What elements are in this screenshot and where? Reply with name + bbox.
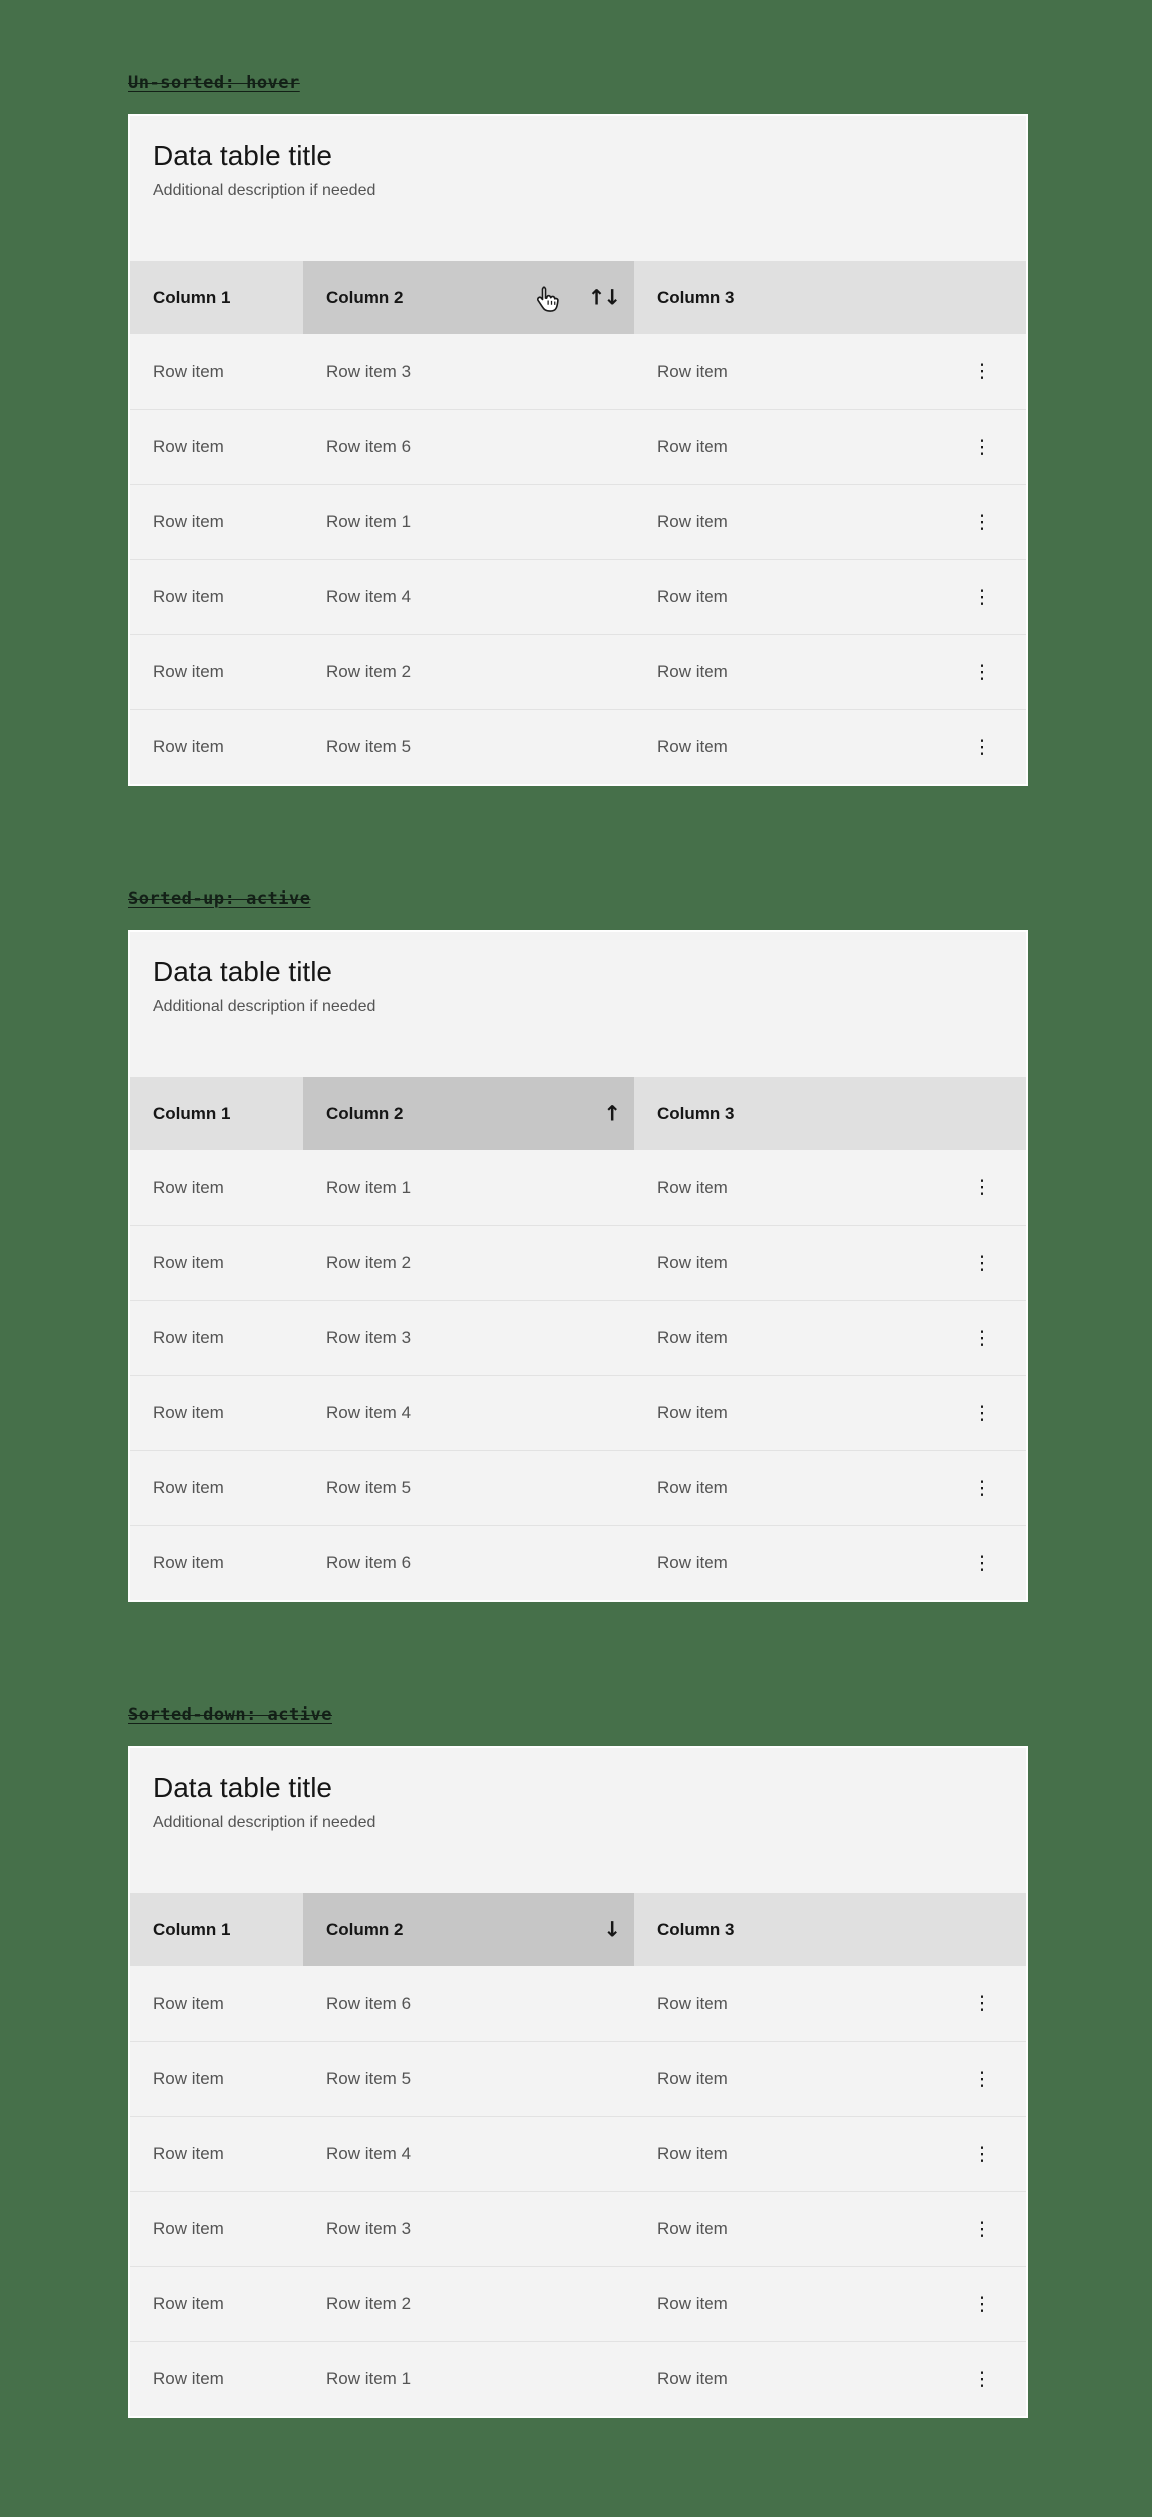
overflow-menu-icon: ⋮ — [972, 2142, 992, 2165]
data-table — [128, 1746, 1028, 2418]
column-header-3: Column 3 — [634, 261, 938, 334]
table-row — [130, 2341, 1026, 2416]
row-cell: Row item — [657, 1553, 728, 1572]
overflow-menu-icon: ⋮ — [972, 660, 992, 683]
overflow-menu-button[interactable] — [960, 500, 1004, 544]
table-row — [130, 1375, 1026, 1450]
row-cell: Row item — [153, 1993, 224, 2013]
row-cell: Row item — [153, 2219, 224, 2238]
row-cell: Row item 6 — [326, 437, 412, 456]
overflow-menu-icon: ⋮ — [972, 2067, 992, 2090]
table-title: Data table title — [153, 140, 332, 171]
state-label: Sorted-up: active — [128, 889, 311, 909]
row-cell: Row item 1 — [326, 1177, 412, 1197]
overflow-menu-button[interactable] — [960, 1391, 1004, 1435]
row-cell: Row item 1 — [326, 2369, 412, 2388]
table-row — [130, 2116, 1026, 2191]
column-header-menu — [938, 1893, 1026, 1966]
row-cell: Row item — [153, 2294, 224, 2313]
overflow-menu-button[interactable] — [960, 1166, 1004, 1210]
overflow-menu-icon: ⋮ — [972, 2217, 992, 2240]
row-cell: Row item — [153, 512, 224, 531]
table-row — [130, 2266, 1026, 2341]
overflow-menu-button[interactable] — [960, 650, 1004, 694]
overflow-menu-button[interactable] — [960, 725, 1004, 769]
row-cell: Row item — [153, 2144, 224, 2163]
table-row — [130, 2191, 1026, 2266]
table-body — [130, 1966, 1026, 2416]
sort-updown-icon: ↑↓ — [587, 285, 619, 309]
row-cell: Row item — [657, 1177, 728, 1197]
table-header-row — [130, 1077, 1026, 1150]
column-header-label: Column 2 — [326, 1103, 404, 1123]
row-cell: Row item — [657, 1403, 728, 1422]
overflow-menu-button[interactable] — [960, 1982, 1004, 2026]
table-head — [130, 116, 1026, 261]
table-row — [130, 634, 1026, 709]
row-cell: Row item — [153, 1177, 224, 1197]
section-sorted-up-active — [128, 889, 1028, 1602]
row-cell: Row item — [153, 662, 224, 681]
row-cell: Row item — [153, 437, 224, 456]
overflow-menu-icon: ⋮ — [972, 1251, 992, 1274]
overflow-menu-icon: ⋮ — [972, 585, 992, 608]
row-cell: Row item — [153, 1403, 224, 1422]
row-cell: Row item 5 — [326, 2069, 412, 2088]
table-body — [130, 334, 1026, 784]
row-cell: Row item — [657, 2144, 728, 2163]
state-label: Un-sorted: hover — [128, 73, 300, 93]
table-title: Data table title — [153, 1772, 332, 1803]
table-head — [130, 932, 1026, 1077]
table-body — [130, 1150, 1026, 1600]
row-cell: Row item — [153, 1328, 224, 1347]
table-row — [130, 1150, 1026, 1225]
table-row — [130, 1525, 1026, 1600]
row-cell: Row item — [153, 1478, 224, 1497]
data-table — [128, 930, 1028, 1602]
row-cell: Row item — [153, 2369, 224, 2388]
overflow-menu-button[interactable] — [960, 1466, 1004, 1510]
table-description: Additional description if needed — [153, 1814, 376, 1831]
column-header-3: Column 3 — [634, 1077, 938, 1150]
table-row — [130, 1225, 1026, 1300]
overflow-menu-icon: ⋮ — [972, 1401, 992, 1424]
row-cell: Row item — [657, 1993, 728, 2013]
row-cell: Row item 4 — [326, 587, 412, 606]
row-cell: Row item — [657, 737, 728, 756]
table-row — [130, 2041, 1026, 2116]
row-cell: Row item 3 — [326, 361, 412, 381]
overflow-menu-icon: ⋮ — [972, 1992, 992, 2014]
table-description: Additional description if needed — [153, 182, 376, 199]
row-cell: Row item — [657, 437, 728, 456]
overflow-menu-icon: ⋮ — [972, 1176, 992, 1198]
row-cell: Row item — [657, 2294, 728, 2313]
row-cell: Row item 4 — [326, 2144, 412, 2163]
section-sorted-down-active — [128, 1705, 1028, 2418]
row-cell: Row item — [657, 1253, 728, 1272]
row-cell: Row item — [657, 2219, 728, 2238]
row-cell: Row item — [657, 662, 728, 681]
row-cell: Row item — [657, 361, 728, 381]
row-cell: Row item 3 — [326, 2219, 412, 2238]
column-header-3: Column 3 — [634, 1893, 938, 1966]
row-cell: Row item — [657, 1328, 728, 1347]
overflow-menu-button[interactable] — [960, 1241, 1004, 1285]
table-head — [130, 1748, 1026, 1893]
row-cell: Row item — [657, 2069, 728, 2088]
row-cell: Row item — [657, 587, 728, 606]
overflow-menu-icon: ⋮ — [972, 510, 992, 533]
column-header-1: Column 1 — [130, 1893, 303, 1966]
table-row — [130, 409, 1026, 484]
cursor-pointer-icon — [532, 284, 562, 314]
overflow-menu-button[interactable] — [960, 350, 1004, 394]
table-row — [130, 1300, 1026, 1375]
row-cell: Row item 4 — [326, 1403, 412, 1422]
overflow-menu-button[interactable] — [960, 425, 1004, 469]
row-cell: Row item — [153, 361, 224, 381]
row-cell: Row item 3 — [326, 1328, 412, 1347]
overflow-menu-icon: ⋮ — [972, 1326, 992, 1349]
table-row — [130, 559, 1026, 634]
state-label: Sorted-down: active — [128, 1705, 332, 1725]
column-header-1: Column 1 — [130, 1077, 303, 1150]
table-title: Data table title — [153, 956, 332, 987]
row-cell: Row item 5 — [326, 737, 412, 756]
column-header-menu — [938, 1077, 1026, 1150]
overflow-menu-button[interactable] — [960, 2132, 1004, 2176]
row-cell: Row item — [657, 1478, 728, 1497]
row-cell: Row item — [657, 2369, 728, 2388]
row-cell: Row item 5 — [326, 1478, 412, 1497]
table-header-row — [130, 261, 1026, 334]
overflow-menu-icon: ⋮ — [972, 2367, 992, 2390]
column-header-menu — [938, 261, 1026, 334]
column-header-2-sortable[interactable] — [303, 1077, 634, 1150]
row-cell: Row item — [657, 512, 728, 531]
column-header-1: Column 1 — [130, 261, 303, 334]
overflow-menu-button[interactable] — [960, 575, 1004, 619]
overflow-menu-icon: ⋮ — [972, 1551, 992, 1574]
table-description: Additional description if needed — [153, 998, 376, 1015]
sort-descending-icon: ↓ — [603, 1917, 619, 1941]
data-table — [128, 114, 1028, 786]
row-cell: Row item 6 — [326, 1993, 412, 2013]
overflow-menu-icon: ⋮ — [972, 2292, 992, 2315]
table-row — [130, 334, 1026, 409]
overflow-menu-button[interactable] — [960, 2057, 1004, 2101]
column-header-2-sortable[interactable] — [303, 261, 634, 334]
column-header-2-sortable[interactable] — [303, 1893, 634, 1966]
table-row — [130, 1450, 1026, 1525]
table-row — [130, 484, 1026, 559]
row-cell: Row item 2 — [326, 1253, 412, 1272]
column-header-label: Column 2 — [326, 1919, 404, 1939]
overflow-menu-button[interactable] — [960, 1541, 1004, 1585]
section-unsorted-hover — [128, 73, 1028, 786]
sort-ascending-icon: ↑ — [603, 1101, 619, 1125]
table-row — [130, 1966, 1026, 2041]
overflow-menu-button[interactable] — [960, 2207, 1004, 2251]
row-cell: Row item — [153, 1553, 224, 1572]
overflow-menu-button[interactable] — [960, 1316, 1004, 1360]
row-cell: Row item — [153, 587, 224, 606]
column-header-label: Column 2 — [326, 287, 404, 307]
overflow-menu-icon: ⋮ — [972, 360, 992, 382]
table-header-row — [130, 1893, 1026, 1966]
overflow-menu-button[interactable] — [960, 2282, 1004, 2326]
row-cell: Row item 6 — [326, 1553, 412, 1572]
row-cell: Row item — [153, 2069, 224, 2088]
row-cell: Row item — [153, 1253, 224, 1272]
overflow-menu-icon: ⋮ — [972, 1476, 992, 1499]
row-cell: Row item 2 — [326, 662, 412, 681]
overflow-menu-icon: ⋮ — [972, 435, 992, 458]
row-cell: Row item 2 — [326, 2294, 412, 2313]
row-cell: Row item 1 — [326, 512, 412, 531]
row-cell: Row item — [153, 737, 224, 756]
overflow-menu-button[interactable] — [960, 2357, 1004, 2401]
overflow-menu-icon: ⋮ — [972, 735, 992, 758]
table-row — [130, 709, 1026, 784]
